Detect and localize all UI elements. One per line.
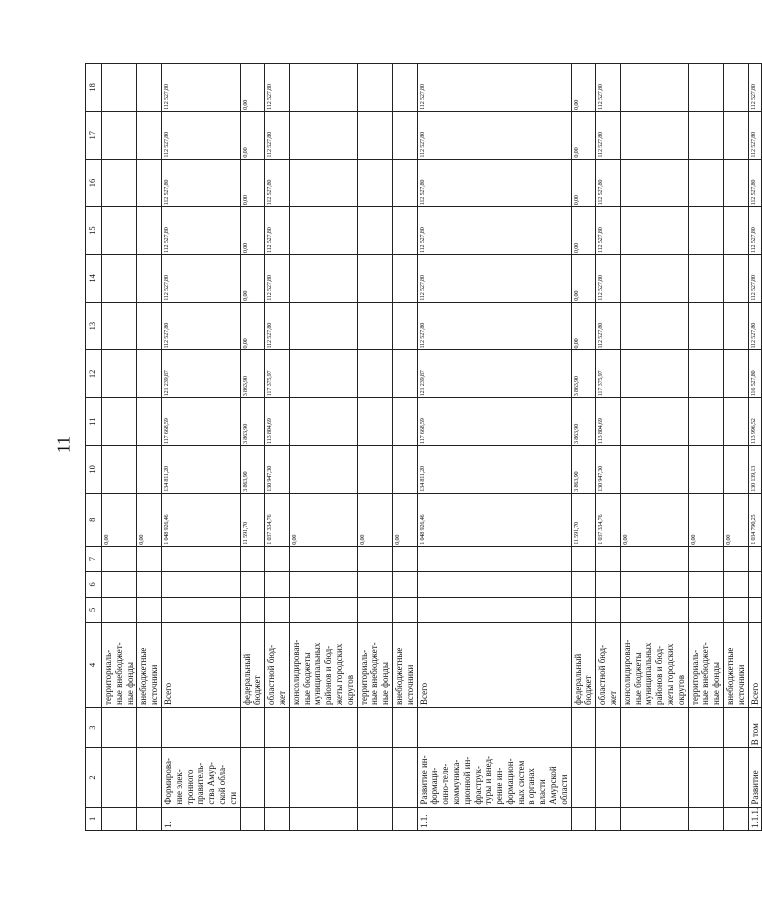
column-number: 11	[86, 398, 102, 446]
table-cell	[571, 597, 596, 622]
table-cell	[392, 572, 417, 597]
table-cell	[620, 255, 688, 303]
table-cell: 0,00	[289, 493, 357, 546]
table-cell: 1 034 790,25	[748, 493, 762, 546]
table-cell: 112 527,80	[596, 255, 621, 303]
table-cell: 0,00	[571, 64, 596, 112]
table-cell: 130 947,30	[596, 445, 621, 493]
table-cell: 112 527,80	[748, 64, 762, 112]
table-cell: 117 668,59	[161, 398, 240, 446]
table-row	[417, 64, 571, 831]
table-cell: 112 527,80	[265, 207, 290, 255]
table-row	[571, 64, 596, 831]
table-cell	[571, 807, 596, 830]
table-cell	[357, 159, 392, 207]
table-cell	[265, 597, 290, 622]
table-cell	[620, 707, 688, 747]
table-cell: 3 863,90	[571, 445, 596, 493]
table-cell	[357, 302, 392, 350]
table-cell	[688, 255, 723, 303]
table-cell	[417, 707, 571, 747]
table-row	[392, 64, 417, 831]
table-cell	[289, 546, 357, 571]
table-cell: 113 804,69	[596, 398, 621, 446]
table-cell	[620, 159, 688, 207]
table-cell: 1 037 334,76	[265, 493, 290, 546]
table-cell: 0,00	[392, 493, 417, 546]
table-cell	[688, 748, 723, 807]
table-cell	[137, 572, 162, 597]
table-cell	[289, 572, 357, 597]
table-cell	[620, 207, 688, 255]
table-cell	[102, 707, 137, 747]
table-cell	[571, 707, 596, 747]
table-cell	[289, 707, 357, 747]
table-cell	[571, 748, 596, 807]
table-cell	[240, 807, 265, 830]
table-cell	[688, 546, 723, 571]
table-cell	[137, 597, 162, 622]
table-row	[748, 64, 762, 831]
table-cell: федеральный бюджет	[240, 623, 265, 708]
table-cell	[357, 207, 392, 255]
table-row	[289, 64, 357, 831]
table-cell	[289, 64, 357, 112]
column-number: 1	[86, 807, 102, 830]
table-cell	[596, 707, 621, 747]
column-number: 5	[86, 597, 102, 622]
table-cell	[357, 748, 392, 807]
table-cell: 113 804,69	[265, 398, 290, 446]
column-number: 2	[86, 748, 102, 807]
table-cell: 112 527,80	[161, 64, 240, 112]
table-cell: 1.1.1.	[748, 807, 762, 830]
table-cell	[289, 807, 357, 830]
table-cell	[724, 748, 749, 807]
table-cell	[724, 255, 749, 303]
table-cell: 112 527,80	[417, 111, 571, 159]
column-number: 7	[86, 546, 102, 571]
table-cell	[240, 707, 265, 747]
table-cell: 0,00	[571, 159, 596, 207]
table-cell: Всего	[748, 623, 762, 708]
table-cell	[392, 207, 417, 255]
table-cell: 112 527,80	[417, 159, 571, 207]
table-row	[357, 64, 392, 831]
table-cell	[137, 302, 162, 350]
table-cell: 0,00	[357, 493, 392, 546]
table-cell	[102, 445, 137, 493]
column-number: 8	[86, 493, 102, 546]
table-cell	[620, 546, 688, 571]
table-cell	[289, 350, 357, 398]
table-cell: 112 527,80	[417, 207, 571, 255]
table-cell: 0,00	[620, 493, 688, 546]
table-cell: 130 139,13	[748, 445, 762, 493]
table-cell	[620, 302, 688, 350]
table-cell: 112 527,80	[161, 207, 240, 255]
table-cell: 1 048 926,46	[417, 493, 571, 546]
table-cell: 0,00	[571, 207, 596, 255]
table-cell	[137, 159, 162, 207]
table-cell: федеральный бюджет	[571, 623, 596, 708]
table-cell: областной бюд- жет	[265, 623, 290, 708]
table-cell	[688, 398, 723, 446]
table-cell	[289, 255, 357, 303]
column-number: 17	[86, 111, 102, 159]
table-cell: 3 863,90	[571, 350, 596, 398]
table-cell	[137, 207, 162, 255]
table-cell: 0,00	[571, 302, 596, 350]
table-cell	[289, 207, 357, 255]
table-cell	[688, 707, 723, 747]
table-cell	[392, 255, 417, 303]
table-cell	[357, 255, 392, 303]
table-cell: 0,00	[137, 493, 162, 546]
table-cell	[137, 111, 162, 159]
table-cell	[289, 445, 357, 493]
table-cell: Развитие	[748, 748, 762, 807]
table-cell: внебюджетные источники	[137, 623, 162, 708]
table-row	[161, 64, 240, 831]
table-row	[620, 64, 688, 831]
table-cell: 117 375,97	[265, 350, 290, 398]
rotated-page-area	[85, 63, 760, 831]
table-cell	[620, 597, 688, 622]
table-cell	[289, 159, 357, 207]
table-cell: 0,00	[571, 255, 596, 303]
table-cell: 3 863,90	[240, 398, 265, 446]
table-cell	[265, 807, 290, 830]
table-cell	[724, 159, 749, 207]
table-cell: 134 811,20	[161, 445, 240, 493]
table-cell: внебюджетные источники	[724, 623, 749, 708]
table-cell	[571, 572, 596, 597]
table-cell: 130 947,30	[265, 445, 290, 493]
table-cell	[357, 597, 392, 622]
table-cell: консолидирован- ные бюджеты муниципальных районов и бюд- жеты городских округов	[620, 623, 688, 708]
table-cell	[102, 748, 137, 807]
table-cell: 112 527,80	[265, 302, 290, 350]
table-cell	[357, 546, 392, 571]
table-cell: Всего	[417, 623, 571, 708]
column-number: 3	[86, 707, 102, 747]
table-cell: 117 375,97	[596, 350, 621, 398]
table-cell	[357, 111, 392, 159]
table-cell: Формирова- ние элек- тронного правитель- ства Амур- ской обла- сти	[161, 748, 240, 807]
table-cell	[137, 546, 162, 571]
table-cell	[620, 111, 688, 159]
table-cell	[392, 159, 417, 207]
table-cell	[724, 445, 749, 493]
table-cell: 11 591,70	[240, 493, 265, 546]
table-cell	[161, 546, 240, 571]
table-cell	[265, 572, 290, 597]
table-cell: 0,00	[102, 493, 137, 546]
table-cell	[289, 302, 357, 350]
column-number: 6	[86, 572, 102, 597]
table-cell: 112 527,80	[748, 159, 762, 207]
table-cell	[102, 350, 137, 398]
table-cell	[357, 64, 392, 112]
table-cell	[724, 807, 749, 830]
table-cell	[392, 748, 417, 807]
table-cell: областной бюд- жет	[596, 623, 621, 708]
table-cell	[688, 572, 723, 597]
table-cell: 112 527,80	[596, 111, 621, 159]
table-cell	[392, 350, 417, 398]
table-cell	[289, 111, 357, 159]
table-cell	[102, 546, 137, 571]
table-cell: Всего	[161, 623, 240, 708]
table-cell	[392, 64, 417, 112]
table-cell: 112 527,80	[748, 255, 762, 303]
table-cell	[724, 64, 749, 112]
table-cell: 0,00	[240, 159, 265, 207]
table-cell: 117 668,59	[417, 398, 571, 446]
table-cell: 1 037 334,76	[596, 493, 621, 546]
table-cell	[392, 597, 417, 622]
table-row	[688, 64, 723, 831]
table-cell	[688, 807, 723, 830]
table-cell: 0,00	[571, 111, 596, 159]
column-number: 18	[86, 64, 102, 112]
table-cell: 11 591,70	[571, 493, 596, 546]
table-cell	[137, 748, 162, 807]
column-number: 13	[86, 302, 102, 350]
table-cell	[620, 807, 688, 830]
table-cell	[620, 350, 688, 398]
table-cell	[357, 350, 392, 398]
column-number: 12	[86, 350, 102, 398]
table-cell: 112 527,80	[161, 302, 240, 350]
table-cell	[240, 572, 265, 597]
rotated-table-container	[85, 63, 760, 831]
table-cell: 0,00	[240, 255, 265, 303]
table-cell	[240, 597, 265, 622]
table-cell: Развитие ин- формаци- онно-теле- коммуника- ционной ин- фраструк- туры и внед- рение ин- формацион- ных систем в органах власти Амурской области	[417, 748, 571, 807]
table-cell	[265, 748, 290, 807]
table-cell	[596, 597, 621, 622]
table-cell: 112 527,80	[161, 159, 240, 207]
table-cell	[240, 546, 265, 571]
table-cell: 0,00	[724, 493, 749, 546]
table-cell	[620, 64, 688, 112]
table-cell	[392, 398, 417, 446]
table-cell: 0,00	[240, 64, 265, 112]
table-cell	[596, 807, 621, 830]
table-cell	[102, 207, 137, 255]
table-cell	[102, 302, 137, 350]
table-cell	[357, 572, 392, 597]
column-number: 14	[86, 255, 102, 303]
table-cell	[392, 445, 417, 493]
table-cell: 0,00	[240, 207, 265, 255]
table-cell	[289, 398, 357, 446]
table-cell: 112 527,80	[417, 255, 571, 303]
table-cell	[724, 207, 749, 255]
column-number: 15	[86, 207, 102, 255]
table-row	[102, 64, 137, 831]
table-cell	[137, 807, 162, 830]
table-cell: территориаль- ные внебюджет- ные фонды	[102, 623, 137, 708]
table-cell	[392, 807, 417, 830]
table-cell	[161, 707, 240, 747]
table-cell: 1.1.	[417, 807, 571, 830]
table-cell	[596, 572, 621, 597]
table-body	[86, 64, 762, 831]
table-row	[137, 64, 162, 831]
table-cell: 0,00	[240, 111, 265, 159]
table-cell: 116 527,80	[748, 350, 762, 398]
table-cell	[724, 572, 749, 597]
table-cell	[265, 546, 290, 571]
table-cell: 3 863,90	[240, 350, 265, 398]
table-cell	[102, 111, 137, 159]
table-cell	[392, 111, 417, 159]
table-cell: 112 527,80	[748, 302, 762, 350]
table-cell	[688, 445, 723, 493]
table-cell: 112 527,80	[161, 255, 240, 303]
table-cell	[748, 546, 762, 571]
table-cell: В том	[748, 707, 762, 747]
table-cell	[137, 707, 162, 747]
table-cell: 112 527,80	[417, 64, 571, 112]
table-cell	[289, 597, 357, 622]
table-cell	[417, 597, 571, 622]
column-number-row	[86, 64, 102, 831]
table-cell	[357, 398, 392, 446]
table-cell	[417, 572, 571, 597]
table-cell	[357, 807, 392, 830]
table-cell: 112 527,80	[265, 64, 290, 112]
table-cell	[357, 445, 392, 493]
column-number: 16	[86, 159, 102, 207]
table-cell	[724, 398, 749, 446]
table-cell: 112 527,80	[596, 64, 621, 112]
table-cell: 112 527,80	[748, 111, 762, 159]
table-cell	[620, 572, 688, 597]
table-cell	[392, 546, 417, 571]
table-row	[240, 64, 265, 831]
table-cell	[161, 572, 240, 597]
table-cell	[724, 302, 749, 350]
table-row	[265, 64, 290, 831]
table-row	[724, 64, 749, 831]
table-cell	[688, 302, 723, 350]
table-cell	[137, 445, 162, 493]
table-cell	[596, 546, 621, 571]
table-cell: 0,00	[240, 302, 265, 350]
table-cell: территориаль- ные внебюджет- ные фонды	[688, 623, 723, 708]
table-cell	[688, 64, 723, 112]
table-cell	[724, 597, 749, 622]
table-cell	[596, 748, 621, 807]
table-cell	[265, 707, 290, 747]
table-cell: 112 527,80	[748, 207, 762, 255]
table-cell	[392, 707, 417, 747]
table-cell: 0,00	[688, 493, 723, 546]
table-cell: 121 239,87	[417, 350, 571, 398]
budget-table	[85, 63, 762, 831]
table-cell	[724, 707, 749, 747]
table-cell	[137, 398, 162, 446]
table-cell	[724, 111, 749, 159]
table-cell	[688, 350, 723, 398]
table-cell	[688, 159, 723, 207]
table-cell	[748, 597, 762, 622]
table-cell	[289, 748, 357, 807]
table-cell	[137, 64, 162, 112]
table-cell	[620, 445, 688, 493]
table-cell	[571, 546, 596, 571]
table-cell: 3 863,90	[571, 398, 596, 446]
table-cell	[724, 350, 749, 398]
table-cell: 112 527,80	[161, 111, 240, 159]
table-cell	[748, 572, 762, 597]
table-cell	[102, 807, 137, 830]
table-cell	[102, 597, 137, 622]
table-cell	[102, 398, 137, 446]
table-cell	[417, 546, 571, 571]
table-cell: 1.	[161, 807, 240, 830]
table-cell	[724, 546, 749, 571]
table-cell	[620, 748, 688, 807]
table-cell	[102, 255, 137, 303]
table-cell: 112 527,80	[265, 111, 290, 159]
table-cell	[137, 350, 162, 398]
page-number: 11	[53, 435, 74, 454]
table-cell: 112 527,80	[417, 302, 571, 350]
table-cell	[161, 597, 240, 622]
table-cell: 112 527,80	[265, 255, 290, 303]
table-cell: консолидирован- ные бюджеты муниципальных районов и бюд- жеты городских округов	[289, 623, 357, 708]
table-cell: 3 863,90	[240, 445, 265, 493]
table-cell: территориаль- ные внебюджет- ные фонды	[357, 623, 392, 708]
table-cell	[688, 597, 723, 622]
table-cell: 112 527,80	[596, 302, 621, 350]
column-number: 4	[86, 623, 102, 708]
table-cell	[357, 707, 392, 747]
table-cell	[688, 207, 723, 255]
column-number: 10	[86, 445, 102, 493]
table-cell	[102, 159, 137, 207]
table-cell	[688, 111, 723, 159]
table-cell: 134 811,20	[417, 445, 571, 493]
table-cell: 112 527,80	[596, 159, 621, 207]
table-cell: 112 527,80	[265, 159, 290, 207]
table-cell	[137, 255, 162, 303]
table-cell: 112 527,80	[596, 207, 621, 255]
table-cell: 121 239,87	[161, 350, 240, 398]
table-cell	[620, 398, 688, 446]
table-cell	[392, 302, 417, 350]
table-cell: 113 996,52	[748, 398, 762, 446]
table-cell	[102, 64, 137, 112]
table-cell: внебюджетные источники	[392, 623, 417, 708]
table-row	[596, 64, 621, 831]
table-cell	[102, 572, 137, 597]
table-cell: 1 048 926,46	[161, 493, 240, 546]
table-cell	[240, 748, 265, 807]
